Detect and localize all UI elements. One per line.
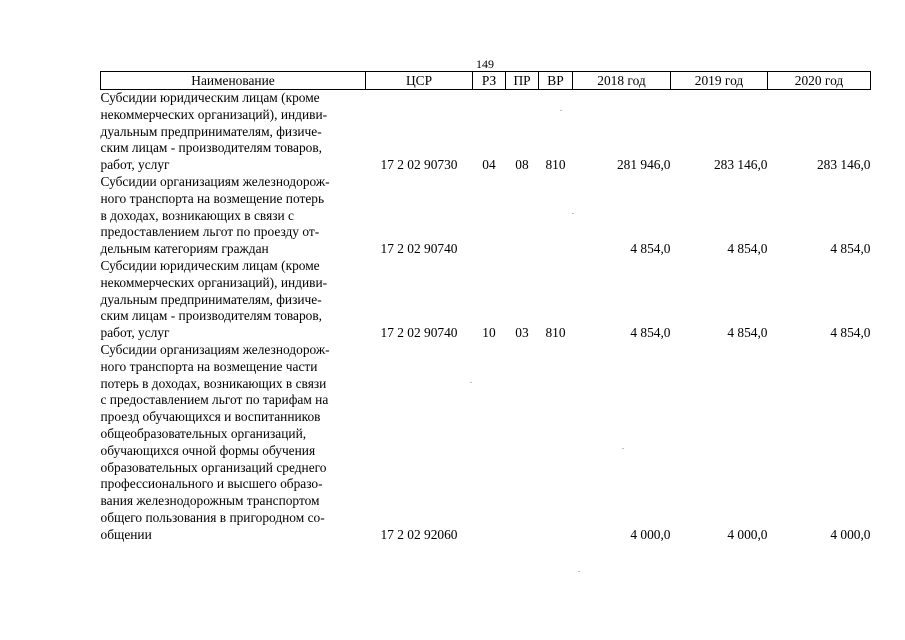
cell-2019: 4 000,0 <box>727 526 768 542</box>
cell-rz: 04 <box>482 157 496 173</box>
header-2019: 2019 год <box>671 72 768 90</box>
header-2020: 2020 год <box>768 72 871 90</box>
cell-name <box>101 174 366 258</box>
cell-vr <box>539 342 573 544</box>
name-line: общего пользования в пригородном со- <box>100 509 325 525</box>
header-row <box>101 72 871 90</box>
name-line: некоммерческих организаций), индиви- <box>100 106 328 122</box>
name-line: с предоставлением льгот по тарифам на <box>100 392 329 408</box>
cell-vr: 810 <box>545 157 566 173</box>
cell-rz <box>473 342 506 544</box>
cell-2019: 4 854,0 <box>727 325 768 341</box>
cell-2018: 4 000,0 <box>630 526 671 542</box>
cell-pr: 08 <box>515 157 529 173</box>
name-line: в доходах, возникающих в связи с <box>100 207 294 223</box>
name-line: работ, услуг <box>100 157 170 173</box>
cell-name <box>101 342 366 544</box>
cell-csr: 17 2 02 90740 <box>380 325 458 341</box>
header-2018: 2018 год <box>573 72 671 90</box>
scan-speck <box>578 571 580 572</box>
cell-pr <box>506 174 539 258</box>
name-line: обучающихся очной формы обучения <box>100 442 316 458</box>
scan-speck <box>572 213 574 214</box>
name-line: проезд обучающихся и воспитанников <box>100 409 321 425</box>
cell-name <box>101 258 366 342</box>
name-line: вания железнодорожным транспортом <box>100 493 320 509</box>
name-line: ного транспорта на возмещение части <box>100 358 318 374</box>
cell-2019: 4 854,0 <box>727 241 768 257</box>
name-line: работ, услуг <box>100 325 170 341</box>
cell-vr: 810 <box>545 325 566 341</box>
scan-speck <box>560 110 562 111</box>
table-header <box>101 72 871 90</box>
name-line: ного транспорта на возмещение потерь <box>100 190 325 206</box>
cell-csr: 17 2 02 90730 <box>380 157 458 173</box>
page-number: 149 <box>476 57 494 71</box>
name-line: профессионального и высшего образо- <box>100 476 323 492</box>
name-line: ским лицам - производителям товаров, <box>100 140 323 156</box>
name-line: дуальным предпринимателям, физиче- <box>100 123 322 139</box>
cell-2018: 281 946,0 <box>616 157 671 173</box>
table-body <box>101 90 871 544</box>
name-line: общеобразовательных организаций, <box>100 425 307 441</box>
cell-rz: 10 <box>482 325 496 341</box>
scan-speck <box>470 382 472 383</box>
cell-pr <box>506 342 539 544</box>
name-line: потерь в доходах, возникающих в связи <box>100 375 327 391</box>
cell-2020: 4 000,0 <box>830 526 871 542</box>
cell-pr: 03 <box>515 325 529 341</box>
name-line: предоставлением льгот по проезду от- <box>100 224 320 240</box>
name-line: ским лицам - производителям товаров, <box>100 308 323 324</box>
header-name: Наименование <box>101 72 366 90</box>
name-line: Субсидии юридическим лицам (кроме <box>100 90 320 105</box>
name-line: Субсидии организациям железнодорож- <box>100 173 330 189</box>
name-line: образовательных организаций среднего <box>100 459 327 475</box>
name-line: общении <box>100 526 152 542</box>
header-pr: ПР <box>506 72 539 90</box>
name-line: Субсидии юридическим лицам (кроме <box>100 257 320 273</box>
table-row <box>101 258 871 342</box>
table-row <box>101 342 871 544</box>
cell-rz <box>473 174 506 258</box>
cell-name <box>101 90 366 174</box>
cell-2018: 4 854,0 <box>630 325 671 341</box>
cell-csr: 17 2 02 92060 <box>380 526 458 542</box>
name-line: Субсидии организациям железнодорож- <box>100 341 330 357</box>
cell-vr <box>539 174 573 258</box>
header-vr: ВР <box>539 72 573 90</box>
cell-2020: 4 854,0 <box>830 241 871 257</box>
scan-speck <box>622 448 624 449</box>
header-csr: ЦСР <box>366 72 473 90</box>
cell-2020: 4 854,0 <box>830 325 871 341</box>
header-rz: РЗ <box>473 72 506 90</box>
cell-csr: 17 2 02 90740 <box>380 241 458 257</box>
budget-table <box>100 71 871 544</box>
table-row <box>101 90 871 174</box>
cell-2019: 283 146,0 <box>713 157 768 173</box>
name-line: дельным категориям граждан <box>100 241 269 257</box>
table-row <box>101 174 871 258</box>
name-line: некоммерческих организаций), индиви- <box>100 274 328 290</box>
cell-2018: 4 854,0 <box>630 241 671 257</box>
cell-2020: 283 146,0 <box>816 157 871 173</box>
name-line: дуальным предпринимателям, физиче- <box>100 291 322 307</box>
